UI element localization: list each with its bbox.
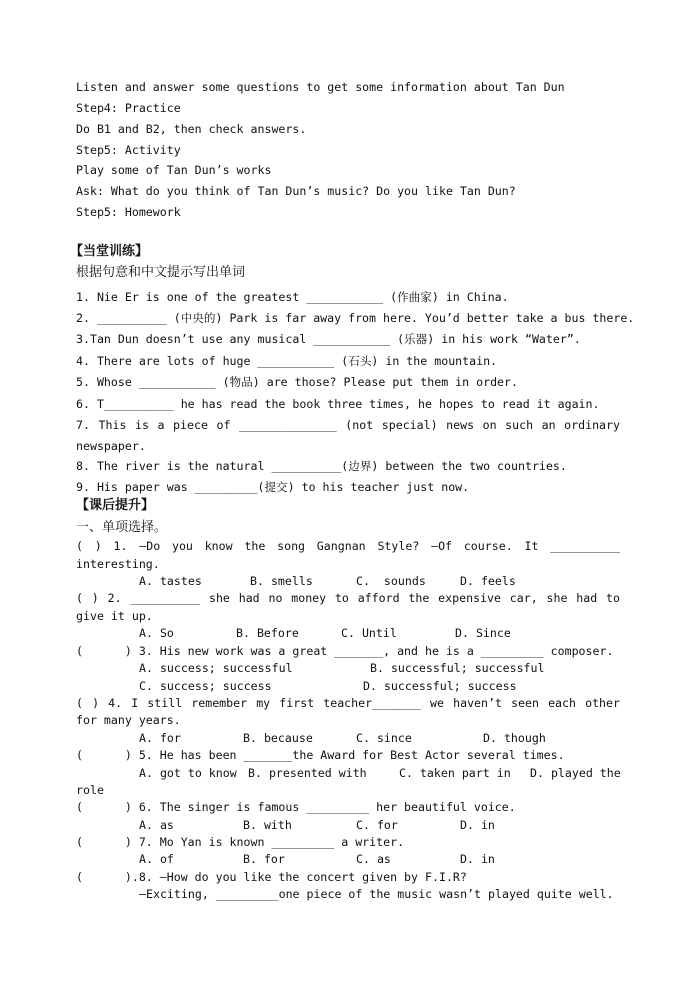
practice-q7-line1: 7. This is a piece of ______________ (not special) news on such an ordinary (76, 418, 620, 432)
practice-instruction: 根据句意和中文提示写出单词 (76, 265, 246, 280)
after-q4-option-c: C. since (356, 731, 412, 745)
after-q8-line1: ( ).8. —How do you like the concert given by F.I.R? (76, 870, 467, 884)
after-q6-line1: ( ) 6. The singer is famous _________ her beautiful voice. (76, 800, 516, 814)
after-q4-option-d: D. though (483, 731, 546, 745)
after-q3-option-d: D. successful; success (363, 679, 517, 693)
after-q2-option-d: D. Since (455, 626, 511, 640)
after-q7-option-b: B. for (243, 852, 285, 866)
practice-q9: 9. His paper was _________(提交) to his teacher just now. (76, 480, 470, 494)
after-q3-option-c: C. success; success (139, 679, 272, 693)
intro-line-3: Do B1 and B2, then check answers. (76, 122, 307, 136)
after-q1-option-a: A. tastes (139, 574, 202, 588)
after-q1-line1: ( ) 1. —Do you know the song Gangnan Style? —Of course. It __________ (76, 539, 620, 553)
after-q5-option-c: C. taken part in (399, 766, 511, 780)
after-q7-option-d: D. in (460, 852, 495, 866)
intro-line-4: Step5: Activity (76, 143, 181, 157)
practice-q6: 6. T__________ he has read the book three times, he hopes to read it again. (76, 397, 600, 411)
practice-q5: 5. Whose ___________ (物品) are those? Please put them in order. (76, 375, 518, 389)
practice-q7-line2: newspaper. (76, 439, 146, 453)
after-q2-option-a: A. So (139, 626, 174, 640)
after-q4-option-b: B. because (243, 731, 313, 745)
practice-q3: 3.Tan Dun doesn’t use any musical ___________ (乐器) in his work “Water”. (76, 332, 581, 346)
after-q2-line1: ( ) 2. __________ she had no money to afford the expensive car, she had to (76, 591, 620, 605)
after-q7-option-c: C. as (356, 852, 391, 866)
after-q6-option-d: D. in (460, 818, 495, 832)
after-q5-line1: ( ) 5. He has been _______the Award for Best Actor several times. (76, 748, 565, 762)
practice-q2: 2. __________ (中央的) Park is far away from here. You’d better take a bus there. (76, 311, 635, 325)
intro-line-6: Ask: What do you think of Tan Dun’s music? Do you like Tan Dun? (76, 184, 516, 198)
intro-line-2: Step4: Practice (76, 101, 181, 115)
practice-q1: 1. Nie Er is one of the greatest ___________ (作曲家) in China. (76, 290, 509, 304)
after-q7-option-a: A. of (139, 852, 174, 866)
after-q3-line1: ( ) 3. His new work was a great _______, and he is a _________ composer. (76, 644, 614, 658)
after-q6-option-a: A. as (139, 818, 174, 832)
after-q5-option-d: D. played the (530, 766, 621, 780)
after-q1-option-b: B. smells (250, 574, 313, 588)
after-q5-option-a: A. got to know (139, 766, 237, 780)
after-q1-line2: interesting. (76, 557, 160, 571)
after-q5-option-b: B. presented with (248, 766, 367, 780)
after-q2-option-c: C. Until (341, 626, 397, 640)
after-q6-option-c: C. for (356, 818, 398, 832)
after-q4-option-a: A. for (139, 731, 181, 745)
after-q2-option-b: B. Before (236, 626, 299, 640)
practice-q4: 4. There are lots of huge ___________ (石头) in the mountain. (76, 354, 498, 368)
after-q1-option-c: C. sounds (356, 574, 426, 588)
after-q1-option-d: D. feels (460, 574, 516, 588)
after-q4-line2: for many years. (76, 713, 181, 727)
after-section-title: 一、单项选择。 (76, 520, 168, 535)
after-q3-option-a: A. success; successful (139, 661, 293, 675)
after-heading: 【课后提升】 (76, 498, 155, 513)
after-q5-line2: role (76, 783, 104, 797)
after-q3-option-b: B. successful; successful (370, 661, 545, 675)
after-q2-line2: give it up. (76, 609, 153, 623)
after-q4-line1: ( ) 4. I still remember my first teacher_______ we haven’t seen each other (76, 696, 620, 710)
intro-line-1: Listen and answer some questions to get some information about Tan Dun (76, 80, 565, 94)
after-q7-line1: ( ) 7. Mo Yan is known _________ a writer. (76, 835, 405, 849)
practice-q8: 8. The river is the natural __________(边界) between the two countries. (76, 459, 567, 473)
intro-line-7: Step5: Homework (76, 205, 181, 219)
after-q6-option-b: B. with (243, 818, 292, 832)
after-q8-line2: —Exciting, _________one piece of the music wasn’t played quite well. (139, 887, 614, 901)
practice-heading: 【当堂训练】 (70, 244, 149, 259)
intro-line-5: Play some of Tan Dun’s works (76, 163, 272, 177)
